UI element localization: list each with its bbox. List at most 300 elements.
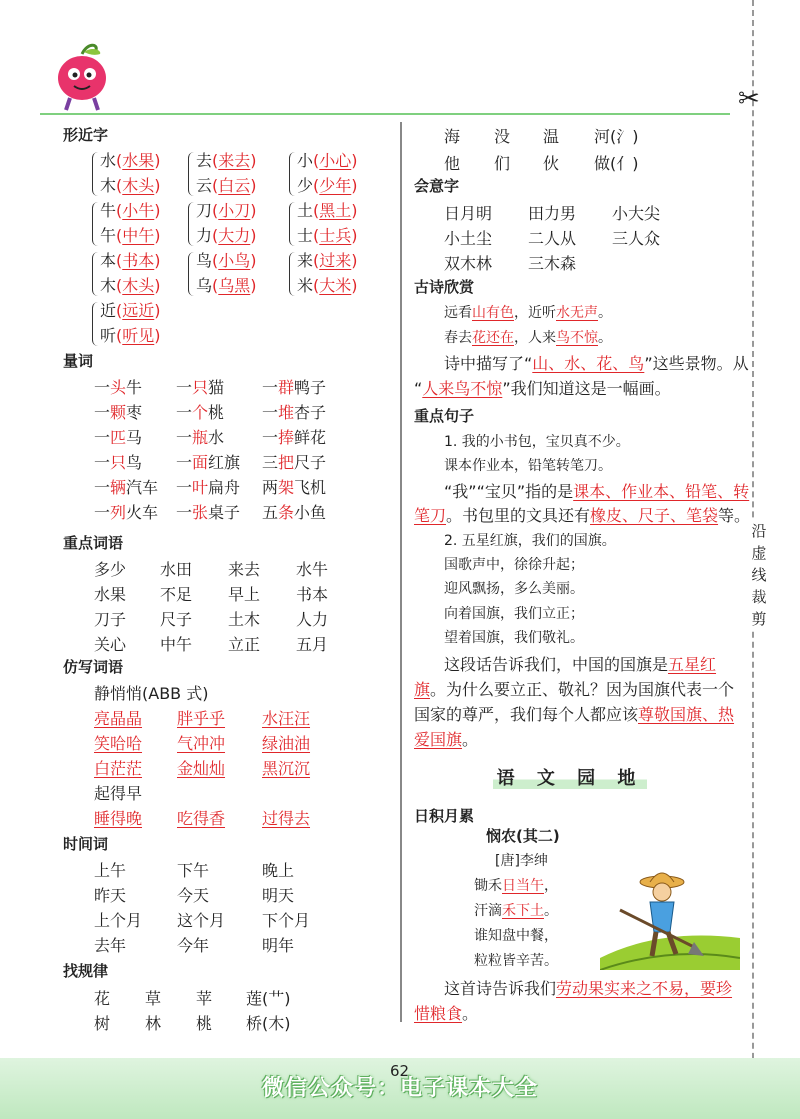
fangxie-word bbox=[262, 756, 310, 779]
liangci-measure: 只 bbox=[110, 453, 127, 472]
liangci-item bbox=[94, 500, 158, 523]
paren: ) bbox=[351, 226, 358, 245]
liangci-noun: 马 bbox=[126, 428, 143, 447]
section-title-fangxie: 仿写词语 bbox=[63, 658, 124, 676]
brace-icon bbox=[289, 152, 296, 196]
liangci-noun: 杏子 bbox=[294, 403, 327, 422]
huiyi-word bbox=[444, 226, 492, 249]
paren: ( bbox=[212, 226, 219, 245]
liangci-item bbox=[262, 500, 326, 523]
fangxie-word-text: 绿油油 bbox=[262, 734, 311, 753]
xingjin-item bbox=[92, 248, 161, 273]
liangci-item bbox=[94, 425, 142, 448]
huiyi-word bbox=[528, 251, 576, 274]
shijian-word bbox=[177, 883, 209, 906]
paren: ) bbox=[351, 276, 358, 295]
zhongdian-word-text: 多少 bbox=[94, 560, 127, 579]
paren: ( bbox=[116, 251, 123, 270]
huiyi-word-text: 二人从 bbox=[528, 229, 577, 248]
xingjin-word: 木头 bbox=[122, 176, 155, 195]
huiyi-word-text: 三木森 bbox=[528, 254, 577, 273]
paren: ( bbox=[313, 226, 320, 245]
fangxie-word2 bbox=[94, 806, 142, 829]
fangxie-word bbox=[262, 731, 310, 754]
apple-mascot-icon bbox=[52, 42, 112, 112]
liangci-num: 一 bbox=[94, 478, 111, 497]
zhongdian-word bbox=[296, 632, 328, 655]
xingjin-char: 土 bbox=[297, 201, 314, 220]
liangci-item bbox=[176, 400, 224, 423]
shijian-word-text: 昨天 bbox=[94, 886, 127, 905]
paren: ( bbox=[212, 176, 219, 195]
xingjin-item bbox=[188, 148, 257, 173]
fangxie-word-text: 笑哈哈 bbox=[94, 734, 143, 753]
guilv-char-text: 桃 bbox=[196, 1014, 213, 1033]
huiyi-word-text: 双木林 bbox=[444, 254, 493, 273]
paren: ) bbox=[351, 201, 358, 220]
liangci-num: 一 bbox=[176, 403, 193, 422]
fangxie-word bbox=[177, 706, 225, 729]
xingjin-item bbox=[289, 273, 358, 298]
shijian-word bbox=[94, 883, 126, 906]
liangci-measure: 列 bbox=[110, 503, 127, 522]
huiyi-word-text: 日月明 bbox=[444, 204, 493, 223]
juzi-q2: 笔刀。书包里的文具还有橡皮、尺子、笔袋等。 bbox=[414, 506, 751, 525]
paren: ) bbox=[154, 201, 161, 220]
shijian-word bbox=[94, 933, 126, 956]
xingjin-item bbox=[92, 223, 161, 248]
section-title-huiyi: 会意字 bbox=[414, 177, 460, 195]
xingjin-char: 小 bbox=[297, 151, 314, 170]
liangci-num: 一 bbox=[262, 378, 279, 397]
fangxie-word2-text: 吃得香 bbox=[177, 809, 226, 828]
guilv-char bbox=[145, 986, 161, 1009]
minnong-line-3: 谁知盘中餐， bbox=[474, 928, 558, 944]
liangci-noun: 飞机 bbox=[294, 478, 327, 497]
xingjin-item bbox=[289, 198, 358, 223]
fangxie-word bbox=[94, 756, 142, 779]
radical-char-text: 他 bbox=[444, 154, 461, 173]
liangci-measure: 辆 bbox=[110, 478, 127, 497]
fangxie-word bbox=[262, 706, 310, 729]
minnong-line-4: 粒粒皆辛苦。 bbox=[474, 953, 558, 969]
guilv-char-text: 草 bbox=[145, 989, 162, 1008]
liangci-item bbox=[94, 475, 158, 498]
section-title-xingjin: 形近字 bbox=[63, 126, 109, 144]
poem-title: 悯农(其二) bbox=[486, 827, 560, 845]
paren: ) bbox=[154, 176, 161, 195]
brace-icon bbox=[92, 202, 99, 246]
radical-char bbox=[494, 151, 510, 174]
xingjin-word: 书本 bbox=[122, 251, 155, 270]
fangxie-word bbox=[94, 731, 142, 754]
liangci-measure: 群 bbox=[278, 378, 295, 397]
zhongdian-word-text: 书本 bbox=[296, 585, 329, 604]
liangci-noun: 桌子 bbox=[208, 503, 241, 522]
page-number: 62 bbox=[390, 1062, 410, 1080]
xingjin-word: 少年 bbox=[319, 176, 352, 195]
xingjin-pair bbox=[188, 198, 257, 248]
liangci-measure: 捧 bbox=[278, 428, 295, 447]
liangci-measure: 匹 bbox=[110, 428, 127, 447]
shijian-word bbox=[94, 908, 142, 931]
liangci-noun: 鲜花 bbox=[294, 428, 327, 447]
shijian-word bbox=[262, 883, 294, 906]
fangxie-word-text: 气冲冲 bbox=[177, 734, 226, 753]
poem-author: [唐]李绅 bbox=[495, 853, 548, 869]
xingjin-item bbox=[188, 248, 257, 273]
zhongdian-word bbox=[228, 607, 260, 630]
xingjin-pair bbox=[92, 298, 161, 348]
radical-char bbox=[444, 151, 460, 174]
xingjin-char: 少 bbox=[297, 176, 314, 195]
zhongdian-word-text: 水果 bbox=[94, 585, 127, 604]
cut-label: 沿虚线裁剪 bbox=[748, 520, 770, 630]
liangci-noun: 水 bbox=[208, 428, 225, 447]
shijian-word-text: 下午 bbox=[177, 861, 210, 880]
section-title-zhongdian: 重点词语 bbox=[63, 534, 124, 552]
column-divider bbox=[400, 122, 402, 1022]
zhongdian-word-text: 五月 bbox=[296, 635, 329, 654]
guilv-char-text: 林 bbox=[145, 1014, 162, 1033]
fangxie-lead: 静悄悄(ABB 式) bbox=[94, 684, 209, 703]
xingjin-word: 乌黑 bbox=[218, 276, 251, 295]
zhongdian-word-text: 人力 bbox=[296, 610, 329, 629]
poem-line-1: 远看山有色，近听水无声。 bbox=[444, 305, 612, 321]
liangci-measure: 个 bbox=[192, 403, 209, 422]
paren: ) bbox=[154, 301, 161, 320]
huiyi-word bbox=[612, 226, 660, 249]
guilv-char bbox=[94, 1011, 110, 1034]
shijian-word bbox=[94, 858, 126, 881]
zhongdian-word bbox=[94, 582, 126, 605]
liangci-item bbox=[262, 475, 326, 498]
liangci-item bbox=[262, 400, 326, 423]
minnong-line-1: 锄禾日当午， bbox=[474, 878, 558, 894]
paren: ) bbox=[351, 151, 358, 170]
fangxie-word-text: 胖乎乎 bbox=[177, 709, 226, 728]
header-rule bbox=[40, 113, 730, 115]
radical-char bbox=[594, 151, 639, 174]
paren: ( bbox=[116, 301, 123, 320]
zhongdian-word-text: 水田 bbox=[160, 560, 193, 579]
juzi-p2: 迎风飘扬，多么美丽。 bbox=[444, 581, 584, 597]
xingjin-char: 木 bbox=[100, 276, 117, 295]
liangci-noun: 汽车 bbox=[126, 478, 159, 497]
scissors-icon: ✂ bbox=[738, 84, 760, 114]
xingjin-item bbox=[289, 148, 358, 173]
liangci-item bbox=[262, 450, 326, 473]
xingjin-item bbox=[92, 148, 161, 173]
liangci-measure: 头 bbox=[110, 378, 127, 397]
juzi-a2: 旗。为什么要立正、敬礼？因为国旗代表一个 bbox=[414, 680, 735, 699]
liangci-measure: 只 bbox=[192, 378, 209, 397]
rijiyue-e2: 惜粮食。 bbox=[414, 1004, 479, 1023]
paren: ) bbox=[351, 176, 358, 195]
paren: ) bbox=[250, 201, 257, 220]
radical-char-text: 们 bbox=[494, 154, 511, 173]
xingjin-pair bbox=[92, 248, 161, 298]
huiyi-word bbox=[444, 251, 492, 274]
shijian-word bbox=[262, 858, 294, 881]
guilv-char-text: 苹 bbox=[196, 989, 213, 1008]
xingjin-char: 乌 bbox=[196, 276, 213, 295]
paren: ( bbox=[212, 151, 219, 170]
xingjin-char: 去 bbox=[196, 151, 213, 170]
xingjin-word: 小刀 bbox=[218, 201, 251, 220]
fangxie-word bbox=[94, 706, 142, 729]
paren: ( bbox=[313, 151, 320, 170]
shijian-word bbox=[262, 933, 294, 956]
fangxie-word2-text: 过得去 bbox=[262, 809, 311, 828]
brace-icon bbox=[188, 202, 195, 246]
fangxie-lead2: 起得早 bbox=[94, 784, 143, 803]
radical-char bbox=[543, 124, 559, 147]
paren: ( bbox=[116, 226, 123, 245]
huiyi-word-text: 三人众 bbox=[612, 229, 661, 248]
paren: ( bbox=[313, 276, 320, 295]
fangxie-word2 bbox=[177, 806, 225, 829]
xingjin-char: 米 bbox=[297, 276, 314, 295]
fangxie-word2-text: 睡得晚 bbox=[94, 809, 143, 828]
fangxie-word-text: 金灿灿 bbox=[177, 759, 226, 778]
huiyi-word bbox=[612, 201, 660, 224]
xingjin-item bbox=[188, 173, 257, 198]
liangci-measure: 面 bbox=[192, 453, 209, 472]
huiyi-word-text: 田力男 bbox=[528, 204, 577, 223]
xingjin-pair bbox=[289, 248, 358, 298]
liangci-noun: 鸭子 bbox=[294, 378, 327, 397]
paren: ) bbox=[154, 326, 161, 345]
xingjin-item bbox=[188, 198, 257, 223]
juzi-q1: “我”“宝贝”指的是课本、作业本、铅笔、转 bbox=[444, 482, 750, 501]
shijian-word-text: 这个月 bbox=[177, 911, 226, 930]
xingjin-item bbox=[92, 323, 161, 348]
liangci-num: 一 bbox=[94, 378, 111, 397]
fangxie-word-text: 亮晶晶 bbox=[94, 709, 143, 728]
section-title-gushi: 古诗欣赏 bbox=[414, 278, 475, 296]
xingjin-char: 听 bbox=[100, 326, 117, 345]
huiyi-word bbox=[528, 226, 576, 249]
shijian-word-text: 去年 bbox=[94, 936, 127, 955]
xingjin-word: 小心 bbox=[319, 151, 352, 170]
liangci-item bbox=[262, 425, 326, 448]
liangci-num: 两 bbox=[262, 478, 279, 497]
xingjin-pair bbox=[92, 148, 161, 198]
xingjin-word: 水果 bbox=[122, 151, 155, 170]
paren: ( bbox=[313, 201, 320, 220]
xingjin-pair bbox=[289, 198, 358, 248]
paren: ( bbox=[212, 251, 219, 270]
liangci-measure: 颗 bbox=[110, 403, 127, 422]
liangci-item bbox=[94, 400, 142, 423]
xingjin-item bbox=[289, 223, 358, 248]
xingjin-char: 来 bbox=[297, 251, 314, 270]
liangci-num: 一 bbox=[176, 428, 193, 447]
radical-char bbox=[594, 124, 639, 147]
guilv-char bbox=[246, 1011, 291, 1034]
xingjin-char: 水 bbox=[100, 151, 117, 170]
liangci-measure: 堆 bbox=[278, 403, 295, 422]
zhongdian-word-text: 刀子 bbox=[94, 610, 127, 629]
juzi-s2: 2. 五星红旗，我们的国旗。 bbox=[444, 533, 616, 549]
paren: ( bbox=[116, 326, 123, 345]
liangci-measure: 叶 bbox=[192, 478, 209, 497]
xingjin-pair bbox=[188, 148, 257, 198]
zhongdian-word bbox=[228, 582, 260, 605]
brace-icon bbox=[92, 152, 99, 196]
xingjin-word: 来去 bbox=[218, 151, 251, 170]
xingjin-item bbox=[188, 273, 257, 298]
footer-text: 微信公众号：电子课本大全 bbox=[261, 1076, 538, 1101]
xingjin-word: 大力 bbox=[218, 226, 251, 245]
paren: ) bbox=[250, 176, 257, 195]
zhongdian-word bbox=[94, 557, 126, 580]
shijian-word-text: 明年 bbox=[262, 936, 295, 955]
xingjin-char: 士 bbox=[297, 226, 314, 245]
zhongdian-word bbox=[296, 557, 328, 580]
shijian-word-text: 上个月 bbox=[94, 911, 143, 930]
paren: ( bbox=[116, 201, 123, 220]
zhongdian-word bbox=[296, 582, 328, 605]
xingjin-pair bbox=[289, 148, 358, 198]
liangci-num: 一 bbox=[176, 478, 193, 497]
shijian-word-text: 明天 bbox=[262, 886, 295, 905]
guilv-char-text: 莲(艹) bbox=[246, 989, 291, 1008]
brace-icon bbox=[289, 202, 296, 246]
xingjin-word: 小牛 bbox=[122, 201, 155, 220]
xingjin-word: 黑土 bbox=[319, 201, 352, 220]
zhongdian-word-text: 尺子 bbox=[160, 610, 193, 629]
juzi-a3: 国家的尊严，我们每个人都应该尊敬国旗、热 bbox=[414, 705, 735, 724]
radical-char bbox=[494, 124, 510, 147]
shijian-word bbox=[262, 908, 310, 931]
xingjin-word: 白云 bbox=[218, 176, 251, 195]
radical-char-text: 河(氵) bbox=[594, 127, 639, 146]
guilv-char bbox=[196, 986, 212, 1009]
paren: ( bbox=[313, 176, 320, 195]
xingjin-char: 牛 bbox=[100, 201, 117, 220]
radical-char-text: 温 bbox=[543, 127, 560, 146]
liangci-num: 一 bbox=[262, 428, 279, 447]
radical-char bbox=[543, 151, 559, 174]
liangci-num: 五 bbox=[262, 503, 279, 522]
brace-icon bbox=[188, 152, 195, 196]
xingjin-item bbox=[289, 248, 358, 273]
paren: ) bbox=[250, 151, 257, 170]
zhongdian-word bbox=[160, 607, 192, 630]
liangci-noun: 猫 bbox=[208, 378, 225, 397]
guilv-char bbox=[246, 986, 291, 1009]
radical-char-text: 伙 bbox=[543, 154, 560, 173]
xingjin-char: 刀 bbox=[196, 201, 213, 220]
paren: ) bbox=[154, 276, 161, 295]
xingjin-word: 远近 bbox=[122, 301, 155, 320]
section-title-guilv: 找规律 bbox=[63, 962, 109, 980]
fangxie-word bbox=[177, 756, 225, 779]
juzi-s1: 1. 我的小书包，宝贝真不少。 bbox=[444, 434, 630, 450]
liangci-noun: 扁舟 bbox=[208, 478, 241, 497]
xingjin-word: 听见 bbox=[122, 326, 155, 345]
xingjin-pair bbox=[188, 248, 257, 298]
liangci-item bbox=[94, 375, 142, 398]
guilv-char bbox=[94, 986, 110, 1009]
paren: ( bbox=[313, 251, 320, 270]
juzi-a4: 爱国旗。 bbox=[414, 730, 479, 749]
huiyi-word bbox=[444, 201, 492, 224]
shijian-word-text: 晚上 bbox=[262, 861, 295, 880]
juzi-s1b: 课本作业本，铅笔转笔刀。 bbox=[444, 458, 612, 474]
section-title-shijian: 时间词 bbox=[63, 835, 109, 853]
paren: ( bbox=[212, 201, 219, 220]
zhongdian-word bbox=[160, 557, 192, 580]
juzi-p4: 望着国旗，我们敬礼。 bbox=[444, 630, 584, 646]
guilv-char bbox=[145, 1011, 161, 1034]
xingjin-char: 云 bbox=[196, 176, 213, 195]
garden-heading: 语 文 园 地 bbox=[420, 764, 720, 790]
xingjin-item bbox=[289, 173, 358, 198]
liangci-num: 一 bbox=[262, 403, 279, 422]
juzi-p1: 国歌声中，徐徐升起； bbox=[444, 557, 584, 573]
xingjin-word: 小鸟 bbox=[218, 251, 251, 270]
xingjin-word: 大米 bbox=[319, 276, 352, 295]
liangci-num: 一 bbox=[176, 503, 193, 522]
liangci-noun: 火车 bbox=[126, 503, 159, 522]
paren: ( bbox=[116, 176, 123, 195]
liangci-num: 一 bbox=[94, 403, 111, 422]
paren: ) bbox=[250, 276, 257, 295]
xingjin-char: 木 bbox=[100, 176, 117, 195]
liangci-noun: 尺子 bbox=[294, 453, 327, 472]
xingjin-item bbox=[92, 273, 161, 298]
juzi-p3: 向着国旗，我们立正； bbox=[444, 606, 584, 622]
shijian-word-text: 今年 bbox=[177, 936, 210, 955]
gushi-para-1: 诗中描写了“山、水、花、鸟”这些景物。从 bbox=[444, 354, 749, 373]
shijian-word-text: 今天 bbox=[177, 886, 210, 905]
guilv-char-text: 花 bbox=[94, 989, 111, 1008]
huiyi-word-text: 小土尘 bbox=[444, 229, 493, 248]
paren: ( bbox=[212, 276, 219, 295]
minnong-line-2: 汗滴禾下土。 bbox=[474, 903, 558, 919]
liangci-noun: 牛 bbox=[126, 378, 143, 397]
guilv-char bbox=[196, 1011, 212, 1034]
guilv-char-text: 桥(木) bbox=[246, 1014, 291, 1033]
paren: ( bbox=[116, 151, 123, 170]
fangxie-word-text: 黑沉沉 bbox=[262, 759, 311, 778]
liangci-item bbox=[176, 500, 240, 523]
xingjin-item bbox=[188, 223, 257, 248]
zhongdian-word-text: 早上 bbox=[228, 585, 261, 604]
section-title-liangci: 量词 bbox=[63, 352, 94, 370]
brace-icon bbox=[92, 252, 99, 296]
zhongdian-word bbox=[160, 632, 192, 655]
liangci-measure: 瓶 bbox=[192, 428, 209, 447]
liangci-item bbox=[176, 425, 224, 448]
fangxie-word-text: 水汪汪 bbox=[262, 709, 311, 728]
zhongdian-word bbox=[228, 632, 260, 655]
zhongdian-word-text: 立正 bbox=[228, 635, 261, 654]
liangci-item bbox=[176, 375, 224, 398]
zhongdian-word-text: 中午 bbox=[160, 635, 193, 654]
liangci-num: 一 bbox=[94, 453, 111, 472]
shijian-word bbox=[177, 908, 225, 931]
shijian-word-text: 下个月 bbox=[262, 911, 311, 930]
zhongdian-word-text: 土木 bbox=[228, 610, 261, 629]
fangxie-word-text: 白茫茫 bbox=[94, 759, 143, 778]
radical-char-text: 没 bbox=[494, 127, 511, 146]
liangci-measure: 张 bbox=[192, 503, 209, 522]
section-title-rijiyue: 日积月累 bbox=[414, 807, 475, 825]
